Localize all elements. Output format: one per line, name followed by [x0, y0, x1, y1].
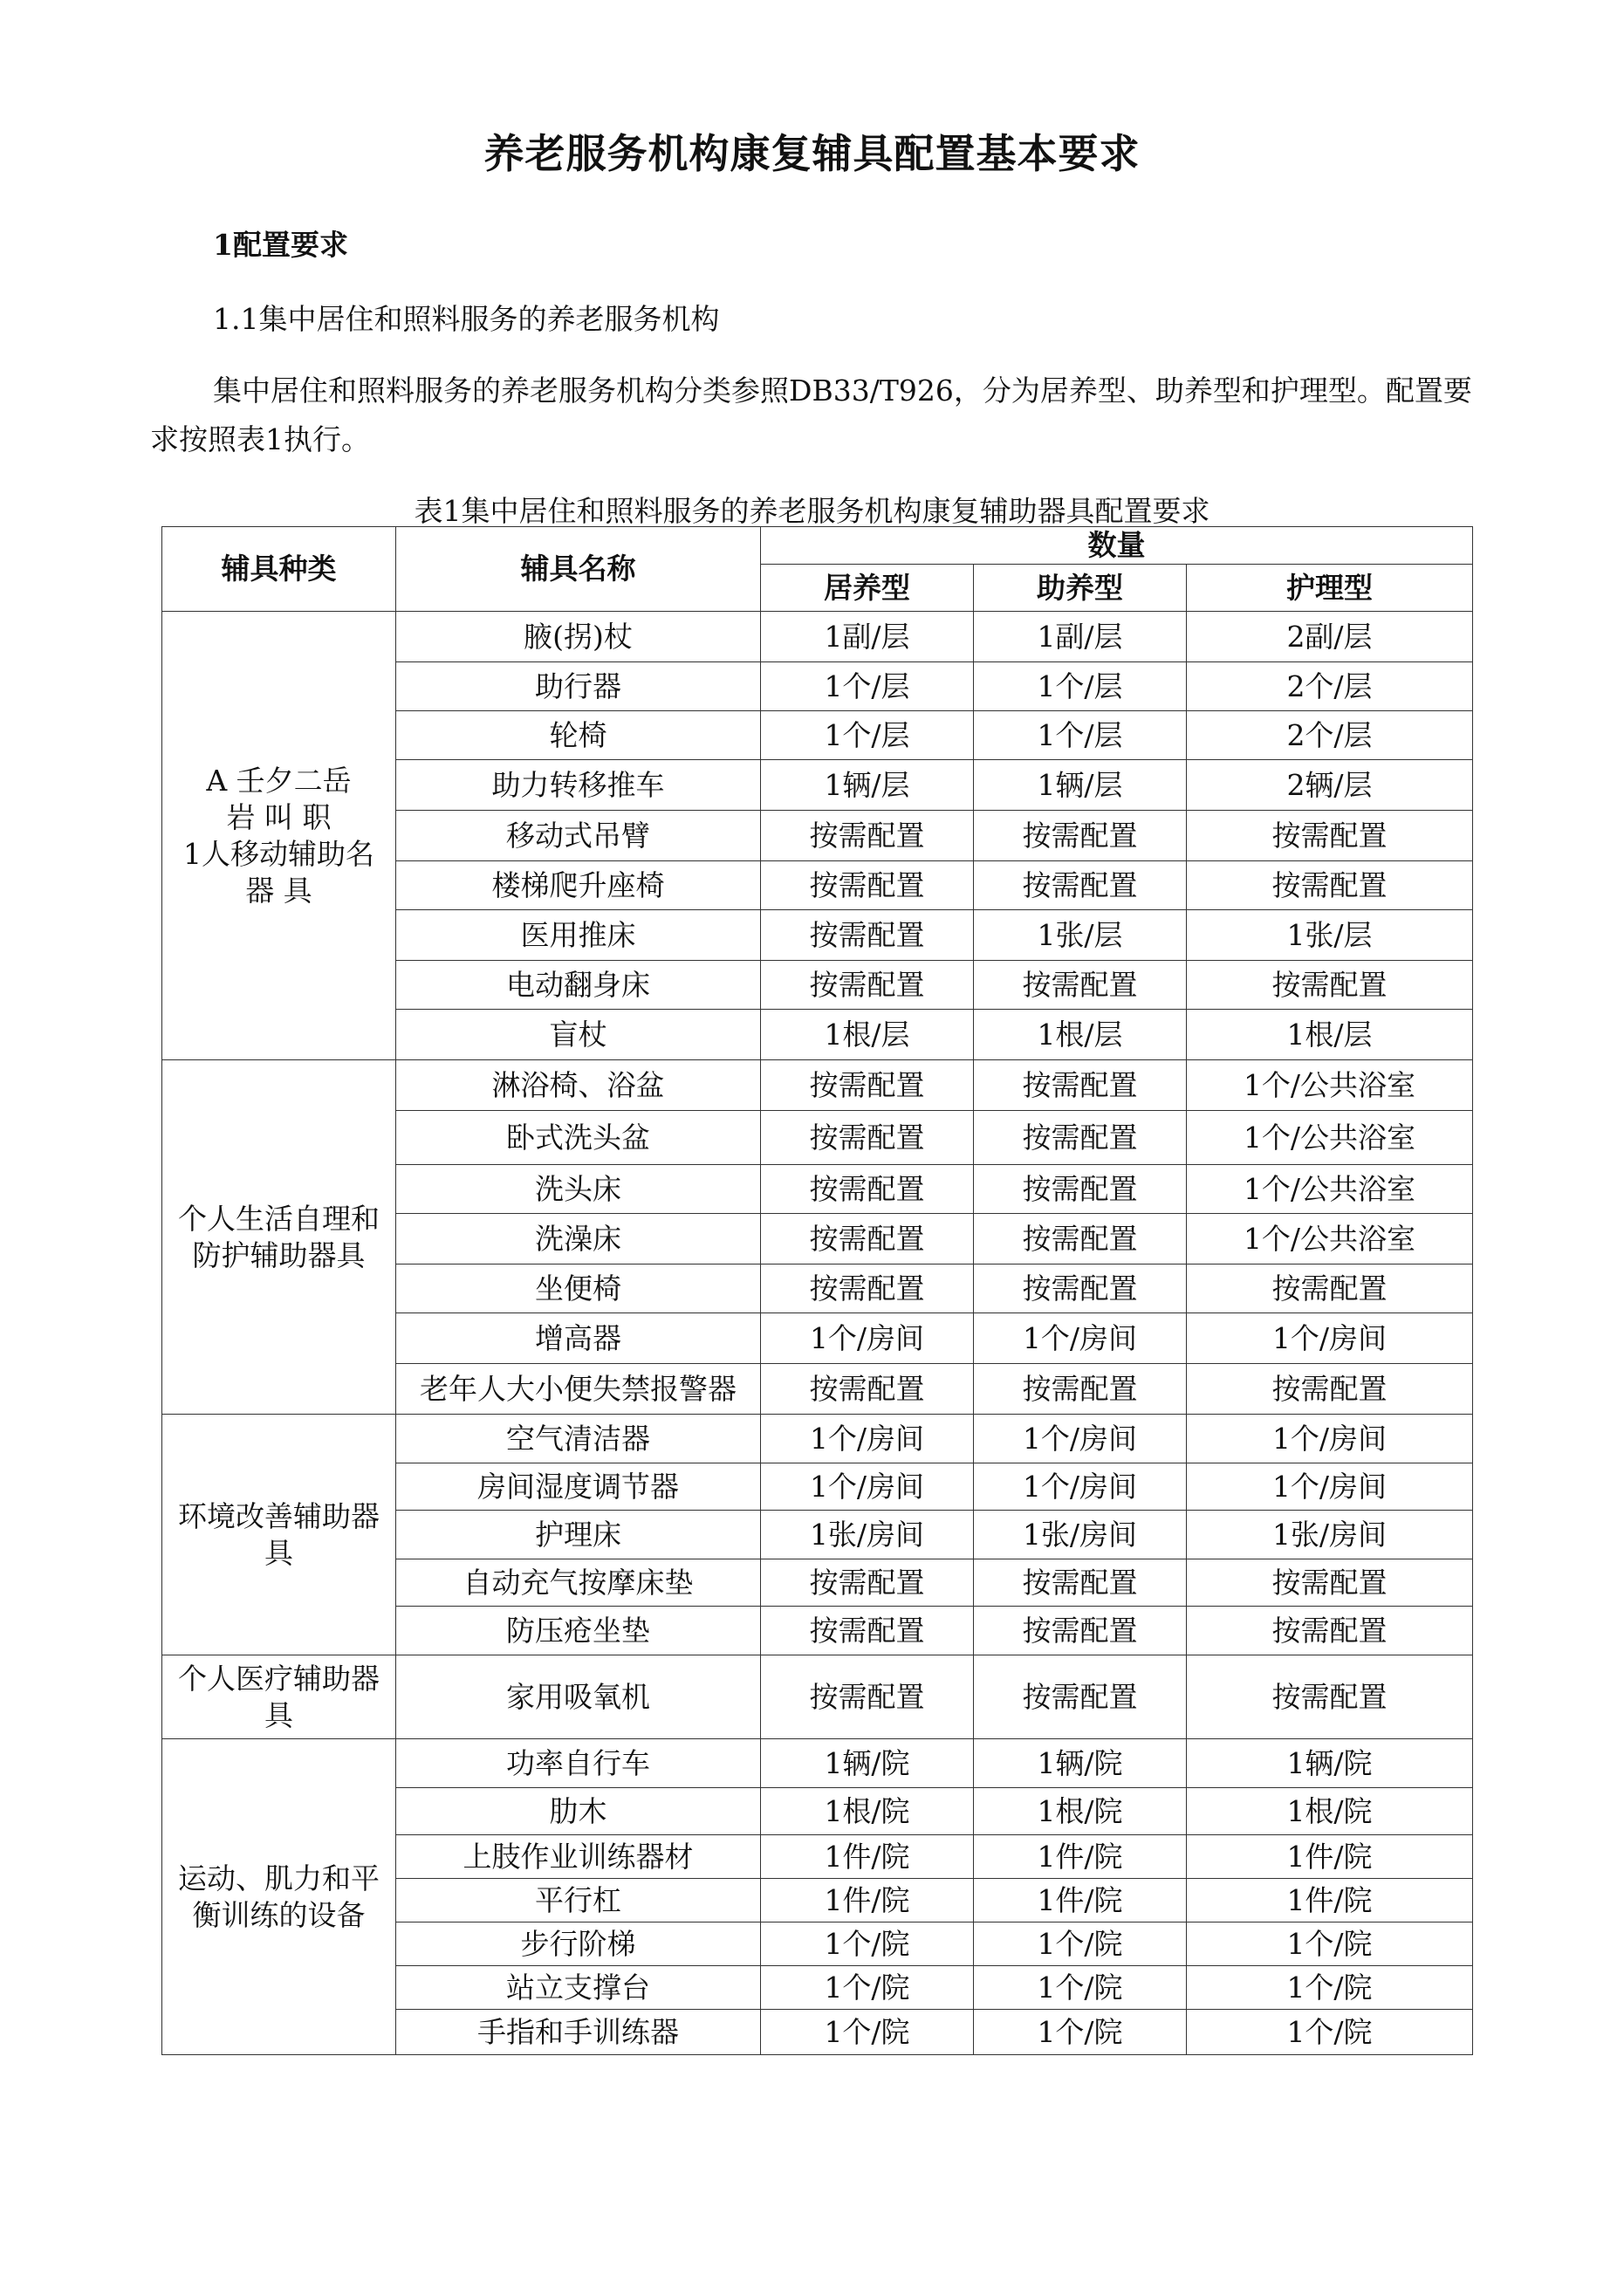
quantity-cell-huli: 按需配置 [1187, 811, 1473, 861]
page-title: 养老服务机构康复辅具配置基本要求 [483, 130, 1141, 177]
category-line: 器 具 [245, 873, 312, 908]
quantity-cell-zhuyang: 1张/层 [974, 910, 1187, 961]
quantity-cell-zhuyang: 按需配置 [974, 1559, 1187, 1607]
quantity-cell-juyang: 1个/院 [761, 2010, 974, 2055]
device-name-cell: 轮椅 [396, 711, 761, 760]
quantity-cell-juyang: 按需配置 [761, 1265, 974, 1313]
device-name-cell: 站立支撑台 [396, 1966, 761, 2010]
quantity-cell-huli: 1个/房间 [1187, 1415, 1473, 1463]
table-row [162, 612, 1473, 662]
device-name-cell: 防压疮坐垫 [396, 1607, 761, 1655]
quantity-cell-huli: 1个/公共浴室 [1187, 1214, 1473, 1265]
device-name-cell: 房间湿度调节器 [396, 1463, 761, 1511]
category-cell [162, 1739, 396, 2055]
category-line: 防护辅助器具 [192, 1237, 366, 1272]
quantity-cell-zhuyang: 1个/层 [974, 711, 1187, 760]
quantity-cell-huli: 1根/层 [1187, 1010, 1473, 1060]
quantity-cell-huli: 1个/房间 [1187, 1313, 1473, 1364]
quantity-cell-huli: 1张/层 [1187, 910, 1473, 961]
header-type-juyang: 居养型 [761, 565, 974, 612]
table-header [162, 527, 1473, 612]
category-cell [162, 1655, 396, 1739]
quantity-cell-huli: 1张/房间 [1187, 1511, 1473, 1559]
quantity-cell-zhuyang: 1个/房间 [974, 1415, 1187, 1463]
quantity-cell-zhuyang: 1根/院 [974, 1788, 1187, 1835]
quantity-cell-juyang: 1个/层 [761, 662, 974, 711]
quantity-cell-zhuyang: 按需配置 [974, 1165, 1187, 1214]
quantity-cell-juyang: 1个/院 [761, 1922, 974, 1966]
quantity-cell-zhuyang: 按需配置 [974, 811, 1187, 861]
device-name-cell: 步行阶梯 [396, 1922, 761, 1966]
table-row [162, 1060, 1473, 1111]
category-line: 1人移动辅助名 [183, 836, 374, 871]
quantity-cell-huli: 2辆/层 [1187, 760, 1473, 811]
quantity-cell-zhuyang: 1件/院 [974, 1835, 1187, 1879]
quantity-cell-zhuyang: 1个/层 [974, 662, 1187, 711]
quantity-cell-huli: 2个/层 [1187, 711, 1473, 760]
quantity-cell-huli: 按需配置 [1187, 1559, 1473, 1607]
quantity-cell-huli: 按需配置 [1187, 1607, 1473, 1655]
device-name-cell: 楼梯爬升座椅 [396, 861, 761, 910]
category-line: 具 [264, 1535, 293, 1570]
quantity-cell-juyang: 按需配置 [761, 961, 974, 1010]
quantity-cell-zhuyang: 1个/院 [974, 1922, 1187, 1966]
device-name-cell: 盲杖 [396, 1010, 761, 1060]
quantity-cell-juyang: 按需配置 [761, 861, 974, 910]
quantity-cell-juyang: 1辆/院 [761, 1739, 974, 1788]
quantity-cell-juyang: 按需配置 [761, 1111, 974, 1165]
quantity-cell-juyang: 按需配置 [761, 1655, 974, 1739]
category-line: 个人生活自理和 [178, 1201, 380, 1236]
quantity-cell-zhuyang: 1个/房间 [974, 1463, 1187, 1511]
quantity-cell-juyang: 按需配置 [761, 1214, 974, 1265]
device-name-cell: 平行杠 [396, 1879, 761, 1922]
quantity-cell-juyang: 1件/院 [761, 1835, 974, 1879]
device-name-cell: 洗头床 [396, 1165, 761, 1214]
quantity-cell-zhuyang: 1辆/院 [974, 1739, 1187, 1788]
device-name-cell: 手指和手训练器 [396, 2010, 761, 2055]
quantity-cell-juyang: 按需配置 [761, 1559, 974, 1607]
quantity-cell-juyang: 1个/院 [761, 1966, 974, 2010]
section-heading: 1配置要求 [213, 228, 348, 262]
category-cell [162, 612, 396, 1060]
quantity-cell-zhuyang: 1根/层 [974, 1010, 1187, 1060]
quantity-cell-juyang: 按需配置 [761, 910, 974, 961]
device-name-cell: 腋(拐)杖 [396, 612, 761, 662]
quantity-cell-zhuyang: 1个/院 [974, 1966, 1187, 2010]
quantity-cell-zhuyang: 1个/院 [974, 2010, 1187, 2055]
category-cell [162, 1060, 396, 1415]
quantity-cell-zhuyang: 1张/房间 [974, 1511, 1187, 1559]
quantity-cell-juyang: 按需配置 [761, 1607, 974, 1655]
table-body [162, 612, 1473, 2055]
subsection-heading: 1.1集中居住和照料服务的养老服务机构 [213, 302, 720, 336]
quantity-cell-huli: 1个/公共浴室 [1187, 1060, 1473, 1111]
device-name-cell: 增高器 [396, 1313, 761, 1364]
quantity-cell-zhuyang: 1件/院 [974, 1879, 1187, 1922]
header-type-huli: 护理型 [1187, 565, 1473, 612]
device-name-cell: 自动充气按摩床垫 [396, 1559, 761, 1607]
quantity-cell-huli: 2个/层 [1187, 662, 1473, 711]
quantity-cell-huli: 1根/院 [1187, 1788, 1473, 1835]
quantity-cell-zhuyang: 按需配置 [974, 1111, 1187, 1165]
quantity-cell-juyang: 1根/层 [761, 1010, 974, 1060]
quantity-cell-zhuyang: 按需配置 [974, 861, 1187, 910]
header-type-zhuyang: 助养型 [974, 565, 1187, 612]
quantity-cell-huli: 按需配置 [1187, 861, 1473, 910]
device-name-cell: 护理床 [396, 1511, 761, 1559]
table-row [162, 1415, 1473, 1463]
device-name-cell: 空气清洁器 [396, 1415, 761, 1463]
quantity-cell-zhuyang: 1个/房间 [974, 1313, 1187, 1364]
quantity-cell-juyang: 按需配置 [761, 1165, 974, 1214]
config-table [161, 526, 1473, 2055]
device-name-cell: 家用吸氧机 [396, 1655, 761, 1739]
quantity-cell-huli: 按需配置 [1187, 1364, 1473, 1415]
quantity-cell-huli: 1个/公共浴室 [1187, 1111, 1473, 1165]
quantity-cell-juyang: 1件/院 [761, 1879, 974, 1922]
device-name-cell: 助力转移推车 [396, 760, 761, 811]
device-name-cell: 电动翻身床 [396, 961, 761, 1010]
device-name-cell: 坐便椅 [396, 1265, 761, 1313]
device-name-cell: 淋浴椅、浴盆 [396, 1060, 761, 1111]
quantity-cell-juyang: 1根/院 [761, 1788, 974, 1835]
device-name-cell: 上肢作业训练器材 [396, 1835, 761, 1879]
device-name-cell: 移动式吊臂 [396, 811, 761, 861]
quantity-cell-huli: 1个/院 [1187, 1922, 1473, 1966]
table-row [162, 1739, 1473, 1788]
quantity-cell-huli: 1个/院 [1187, 2010, 1473, 2055]
device-name-cell: 卧式洗头盆 [396, 1111, 761, 1165]
quantity-cell-zhuyang: 按需配置 [974, 1364, 1187, 1415]
header-category: 辅具种类 [162, 527, 396, 612]
quantity-cell-huli: 按需配置 [1187, 1265, 1473, 1313]
quantity-cell-huli: 按需配置 [1187, 961, 1473, 1010]
quantity-cell-zhuyang: 按需配置 [974, 1655, 1187, 1739]
category-line: 个人医疗辅助器 [178, 1661, 380, 1696]
quantity-cell-zhuyang: 1辆/层 [974, 760, 1187, 811]
quantity-cell-juyang: 1个/房间 [761, 1313, 974, 1364]
quantity-cell-huli: 1个/房间 [1187, 1463, 1473, 1511]
device-name-cell: 洗澡床 [396, 1214, 761, 1265]
quantity-cell-juyang: 1个/房间 [761, 1415, 974, 1463]
quantity-cell-juyang: 1辆/层 [761, 760, 974, 811]
quantity-cell-huli: 1辆/院 [1187, 1739, 1473, 1788]
device-name-cell: 助行器 [396, 662, 761, 711]
quantity-cell-juyang: 按需配置 [761, 811, 974, 861]
quantity-cell-juyang: 1副/层 [761, 612, 974, 662]
quantity-cell-juyang: 1张/房间 [761, 1511, 974, 1559]
category-line: 岩 叫 职 [226, 799, 332, 834]
body-paragraph: 集中居住和照料服务的养老服务机构分类参照DB33/T926，分为居养型、助养型和护理型。配置要求按照表1执行。 [150, 374, 1472, 456]
quantity-cell-zhuyang: 按需配置 [974, 961, 1187, 1010]
quantity-cell-huli: 1件/院 [1187, 1879, 1473, 1922]
quantity-cell-huli: 按需配置 [1187, 1655, 1473, 1739]
quantity-cell-zhuyang: 按需配置 [974, 1265, 1187, 1313]
category-cell [162, 1415, 396, 1655]
quantity-cell-juyang: 1个/层 [761, 711, 974, 760]
header-quantity: 数量 [761, 527, 1473, 565]
category-line: 运动、肌力和平 [178, 1861, 380, 1895]
device-name-cell: 医用推床 [396, 910, 761, 961]
quantity-cell-huli: 1件/院 [1187, 1835, 1473, 1879]
quantity-cell-juyang: 按需配置 [761, 1364, 974, 1415]
quantity-cell-zhuyang: 按需配置 [974, 1607, 1187, 1655]
category-line: 衡训练的设备 [192, 1897, 366, 1932]
quantity-cell-juyang: 1个/房间 [761, 1463, 974, 1511]
table-row [162, 1655, 1473, 1739]
quantity-cell-zhuyang: 按需配置 [974, 1214, 1187, 1265]
category-line: 环境改善辅助器 [178, 1498, 380, 1533]
quantity-cell-huli: 1个/院 [1187, 1966, 1473, 2010]
device-name-cell: 功率自行车 [396, 1739, 761, 1788]
quantity-cell-huli: 1个/公共浴室 [1187, 1165, 1473, 1214]
quantity-cell-zhuyang: 按需配置 [974, 1060, 1187, 1111]
device-name-cell: 老年人大小便失禁报警器 [396, 1364, 761, 1415]
quantity-cell-zhuyang: 1副/层 [974, 612, 1187, 662]
table-caption: 表1集中居住和照料服务的养老服务机构康复辅助器具配置要求 [414, 494, 1210, 528]
device-name-cell: 肋木 [396, 1788, 761, 1835]
quantity-cell-huli: 2副/层 [1187, 612, 1473, 662]
quantity-cell-juyang: 按需配置 [761, 1060, 974, 1111]
category-line: 具 [264, 1697, 293, 1732]
category-line: A 壬夕二岳 [206, 763, 352, 798]
header-name: 辅具名称 [396, 527, 761, 612]
